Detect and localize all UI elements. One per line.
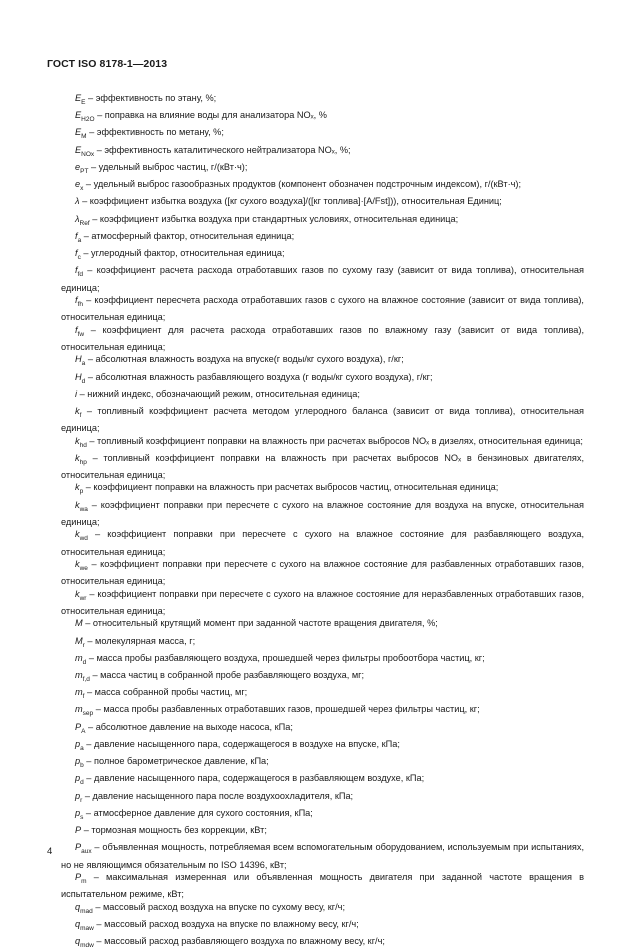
symbol-subscript: p xyxy=(79,488,84,496)
symbol-subscript: wr xyxy=(79,594,87,602)
symbol-entry xyxy=(61,452,584,482)
symbol-entry xyxy=(61,772,584,789)
symbol: f xyxy=(75,265,78,276)
symbol: k xyxy=(75,452,80,463)
symbol: m xyxy=(75,687,83,698)
symbol-entry xyxy=(61,807,584,824)
symbol-subscript: sep xyxy=(82,710,94,718)
symbol-definition: – давление насыщенного пара после воздухоохладителя, кПа; xyxy=(82,790,354,801)
symbol: M xyxy=(75,618,83,629)
symbol-entry xyxy=(61,635,584,652)
symbol-definition: – эффективность каталитического нейтрализатора NOₓ, %; xyxy=(94,144,351,155)
symbol-subscript: wd xyxy=(79,535,88,543)
symbol-entry xyxy=(61,871,584,901)
symbol-entry xyxy=(61,126,584,143)
symbol: i xyxy=(75,388,78,399)
symbol-definition: – коэффициент поправки на влажность при расчетах выбросов частиц, относительная единица; xyxy=(83,482,499,493)
symbol: q xyxy=(75,918,81,929)
symbol-definition: – коэффициент поправки при пересчете с сухого на влажное состояние для разбавляющего воздуха, относительная единица; xyxy=(61,529,584,557)
symbol-subscript: PT xyxy=(80,167,89,175)
symbol-definition: – топливный коэффициент поправки на влажность при расчетах выбросов NOₓ в бензиновых двигателях, относительная единица; xyxy=(61,452,584,481)
symbol: k xyxy=(75,482,80,493)
symbol-entry xyxy=(61,499,584,529)
symbol: E xyxy=(75,110,82,121)
symbol-entry xyxy=(61,721,584,738)
symbol: k xyxy=(75,435,80,446)
symbol-entry xyxy=(61,109,584,126)
symbol: p xyxy=(75,773,81,784)
symbol-subscript: A xyxy=(81,727,86,735)
document-header: ГОСТ ISO 8178-1—2013 xyxy=(47,58,168,70)
symbol-entry xyxy=(61,588,584,618)
symbol: k xyxy=(75,588,80,599)
symbol-subscript: hp xyxy=(79,458,87,466)
symbol: p xyxy=(75,790,81,801)
symbol-entry xyxy=(61,918,584,935)
symbol-definition: – полное барометрическое давление, кПа; xyxy=(83,756,269,767)
symbol: H xyxy=(75,371,82,382)
symbol-entry xyxy=(61,669,584,686)
symbol-definition: – атмосферный фактор, относительная единица; xyxy=(81,230,295,241)
symbol-entry xyxy=(61,652,584,669)
symbol-entry xyxy=(61,294,584,324)
symbol-entry xyxy=(61,195,584,212)
symbol: k xyxy=(75,529,80,540)
symbol-subscript: mdw xyxy=(80,941,94,949)
symbol-definition: – относительный крутящий момент при заданной частоте вращения двигателя, %; xyxy=(82,618,438,629)
symbol-definition: – поправка на влияние воды для анализатора NOₓ, % xyxy=(94,110,327,121)
symbol-subscript: d xyxy=(80,779,84,787)
symbol: m xyxy=(75,704,83,715)
symbol-subscript: a xyxy=(81,360,86,368)
symbol-definition: – масса собранной пробы частиц, мг; xyxy=(84,687,248,698)
symbol-definition: – объявленная мощность, потребляемая всем вспомогательным оборудованием, используемым при испытаниях, но не являющимся обязательным по ISO 14396, кВт; xyxy=(61,842,584,870)
symbol-definition: – коэффициент избытка воздуха ([кг сухого воздуха]/([кг топлива]·[A/Fst])), относительная Единиц; xyxy=(79,196,502,207)
symbol-definition: – коэффициент поправки при пересчете с сухого на влажное состояние для разбавленных отработавших газов, относительная единица; xyxy=(61,559,584,587)
symbol: k xyxy=(75,559,80,569)
symbol: M xyxy=(75,635,83,646)
symbol-entry xyxy=(61,247,584,264)
symbol-subscript: r xyxy=(80,796,83,804)
symbol: E xyxy=(75,93,82,103)
symbol-entry xyxy=(61,901,584,918)
symbol: e xyxy=(75,161,81,172)
symbol-entry xyxy=(61,738,584,755)
symbol-definition: – масса частиц в собранной пробе разбавляющего воздуха, мг; xyxy=(89,669,365,680)
symbol-definition: – массовый расход воздуха на впуске по влажному весу, кг/ч; xyxy=(93,918,359,929)
symbol-definition: – коэффициент поправки при пересчете с сухого на влажное состояние для воздуха на впуске, относительная единица; xyxy=(61,499,584,527)
symbol-definition: – абсолютная влажность разбавляющего воздуха (г воды/кг сухого воздуха), г/кг; xyxy=(85,371,433,382)
symbol: p xyxy=(75,807,81,818)
symbol: λ xyxy=(75,213,80,224)
symbol-entry xyxy=(61,405,584,435)
symbol-subscript: H2O xyxy=(81,116,95,124)
symbol: P xyxy=(75,721,82,732)
symbol: m xyxy=(75,669,83,680)
symbol-subscript: x xyxy=(80,185,84,192)
symbol: q xyxy=(75,901,81,912)
symbol-subscript: c xyxy=(77,253,81,261)
symbol: k xyxy=(75,499,80,510)
symbol-definition: – абсолютное давление на выходе насоса, кПа; xyxy=(85,721,293,732)
symbol: P xyxy=(75,842,82,853)
symbol-definition: – абсолютная влажность воздуха на впуске(г воды/кг сухого воздуха), г/кг; xyxy=(85,354,404,365)
symbol-entry xyxy=(61,144,584,161)
symbol-definition: – давление насыщенного пара, содержащегося в воздухе на впуске, кПа; xyxy=(83,738,400,749)
symbol-definition: – коэффициент поправки при пересчете с сухого на влажное состояние для неразбавленных отработавших газов, относительная единица; xyxy=(61,588,584,616)
symbol-subscript: E xyxy=(81,98,86,106)
symbol: f xyxy=(75,248,78,259)
symbol-definition: – давление насыщенного пара, содержащегося в разбавляющем воздухе, кПа; xyxy=(83,773,425,784)
symbol: p xyxy=(75,738,81,749)
symbol-entry xyxy=(61,558,584,588)
symbol-definition: – удельный выброс частиц, г/(кВт·ч); xyxy=(88,161,248,172)
symbol-definition: – масса пробы разбавляющего воздуха, прошедшей через фильтры пробоотбора частиц, кг; xyxy=(86,652,485,663)
symbol: q xyxy=(75,936,81,947)
symbol: f xyxy=(75,324,78,335)
symbol-definition: – масса пробы разбавленных отработавших газов, прошедшей через фильтры частиц, кг; xyxy=(93,704,480,715)
symbol-definition: – тормозная мощность без коррекции, кВт; xyxy=(81,825,267,836)
symbol-definition: – эффективность по метану, %; xyxy=(86,127,224,138)
symbol-subscript: M xyxy=(81,133,87,141)
symbol: e xyxy=(75,179,81,190)
symbol: p xyxy=(75,756,81,767)
symbol-subscript: s xyxy=(80,813,84,821)
symbol-entry xyxy=(61,353,584,370)
symbol-subscript: fw xyxy=(77,330,85,338)
symbol-definition: – массовый расход воздуха на впуске по сухому весу, кг/ч; xyxy=(92,901,345,912)
symbol-entry xyxy=(61,92,584,109)
symbol-definition: – коэффициент для расчета расхода отработавших газов по влажному газу (зависит от вида топлива), относительная единица; xyxy=(61,324,584,352)
symbol-definition: – коэффициент избытка воздуха при стандартных условиях, относительная единица; xyxy=(89,213,459,224)
symbol-definition: – молекулярная масса, г; xyxy=(84,635,196,646)
symbol-definition: – максимальная измеренная или объявленная мощность двигателя при заданной частоте вращения в испытательном режиме, кВт; xyxy=(61,871,584,900)
symbol-entry xyxy=(61,481,584,498)
symbol-entry xyxy=(61,435,584,452)
symbol-entry xyxy=(61,388,584,405)
symbol: E xyxy=(75,127,82,138)
symbol-subscript: m xyxy=(81,877,87,885)
symbol: λ xyxy=(75,196,80,207)
symbol-definition: – коэффициент расчета расхода отработавших газов по сухому газу (зависит от вида топлива), относительная единица; xyxy=(61,265,584,293)
symbol-entry xyxy=(61,617,584,634)
symbol-subscript: hd xyxy=(79,441,87,449)
symbol-subscript: NOx xyxy=(81,150,95,158)
symbol-entry xyxy=(61,703,584,720)
symbol-subscript: fd xyxy=(77,271,83,279)
symbol: f xyxy=(75,294,78,305)
symbol-subscript: aux xyxy=(81,848,92,856)
symbol-subscript: f xyxy=(79,411,82,419)
symbol-entry xyxy=(61,824,584,841)
symbols-list xyxy=(61,92,584,952)
symbol-entry xyxy=(61,841,584,871)
symbol: H xyxy=(75,354,82,365)
symbol-entry xyxy=(61,230,584,247)
symbol-subscript: we xyxy=(79,564,88,572)
symbol: P xyxy=(75,871,82,882)
symbol: E xyxy=(75,144,82,155)
symbol-subscript: wa xyxy=(79,505,88,513)
symbol-entry xyxy=(61,178,584,195)
symbol-entry xyxy=(61,686,584,703)
symbol-entry xyxy=(61,755,584,772)
symbol-definition: – атмосферное давление для сухого состояния, кПа; xyxy=(83,807,313,818)
symbol-definition: – удельный выброс газообразных продуктов (компонент обозначен подстрочным индексом), г/(кВт·ч); xyxy=(83,179,522,190)
symbol-subscript: b xyxy=(80,761,84,769)
symbol: P xyxy=(75,825,82,836)
symbol-entry xyxy=(61,324,584,354)
symbol-subscript: a xyxy=(77,236,82,244)
symbol: k xyxy=(75,405,80,416)
symbol-subscript: r xyxy=(82,641,85,649)
symbol-entry xyxy=(61,213,584,230)
symbol-entry xyxy=(61,935,584,952)
symbol-entry xyxy=(61,371,584,388)
symbol-subscript: a xyxy=(80,744,84,752)
symbol-subscript: f,d xyxy=(82,675,90,683)
symbol-definition: – коэффициент пересчета расхода отработавших газов с сухого на влажное состояние (зависит от вида топлива), относительная единица; xyxy=(61,294,584,323)
symbol: m xyxy=(75,652,83,663)
symbol-subscript: mad xyxy=(80,907,93,915)
symbol-definition: – углеродный фактор, относительная единица; xyxy=(80,248,285,259)
symbol-entry xyxy=(61,161,584,178)
symbol: f xyxy=(75,230,78,241)
symbol-subscript: fh xyxy=(77,300,83,308)
symbol-definition: – топливный коэффициент поправки на влажность при расчетах выбросов NOₓ в дизелях, относительная единица; xyxy=(86,435,583,446)
page-number: 4 xyxy=(47,846,53,857)
symbol-entry xyxy=(61,790,584,807)
symbol-subscript: f xyxy=(82,693,85,701)
symbol-entry xyxy=(61,528,584,558)
symbol-subscript: d xyxy=(82,658,87,666)
symbol-definition: – нижний индекс, обозначающий режим, относительная единица; xyxy=(77,388,360,399)
symbol-subscript: maw xyxy=(80,924,94,932)
symbol-definition: – эффективность по этану, %; xyxy=(85,93,217,103)
symbol-subscript: Ref xyxy=(79,219,90,227)
symbol-subscript: d xyxy=(81,377,86,385)
symbol-definition: – массовый расход разбавляющего воздуха по влажному весу, кг/ч; xyxy=(93,936,385,947)
symbol-definition: – топливный коэффициент расчета методом углеродного баланса (зависит от вида топлива), относительная единица; xyxy=(61,405,584,434)
symbol-entry xyxy=(61,264,584,294)
